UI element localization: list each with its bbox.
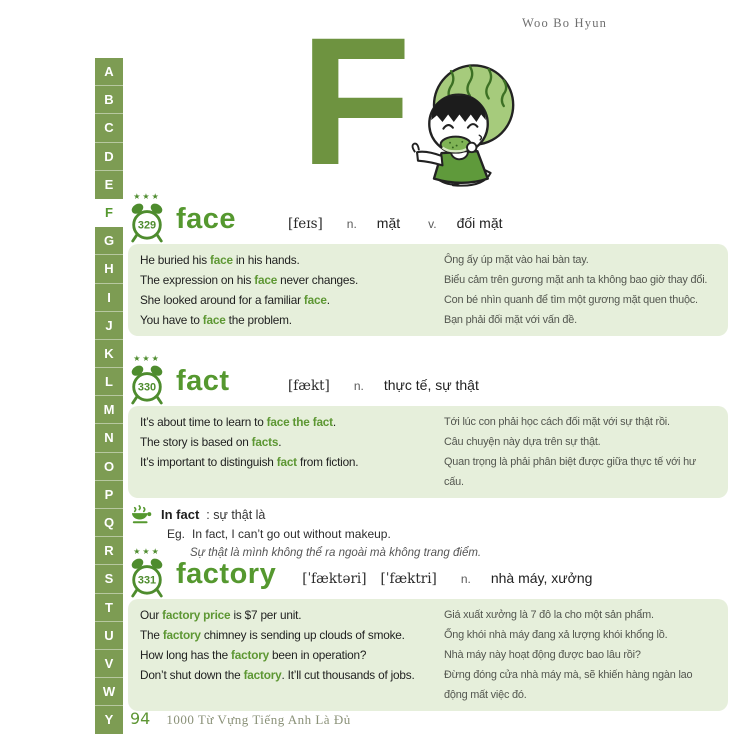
sentence-en: Our factory price is $7 per unit. bbox=[140, 608, 302, 622]
stars-rating: ★★★ bbox=[133, 354, 161, 363]
meaning: nhà máy, xưởng bbox=[490, 570, 593, 586]
page-number: 94 bbox=[130, 709, 151, 728]
part-of-speech: v. bbox=[428, 217, 437, 231]
sentence-en: The story is based on facts. bbox=[140, 435, 282, 449]
example-sentences-box bbox=[128, 244, 728, 336]
sidebar-item-u[interactable]: U bbox=[95, 622, 123, 650]
sentence-vn: Tới lúc con phải học cách đối mặt với sự thật rồi. bbox=[444, 416, 670, 428]
sidebar-item-b[interactable]: B bbox=[95, 86, 123, 114]
author-name: Woo Bo Hyun bbox=[522, 16, 608, 30]
entry-number: 331 bbox=[137, 574, 157, 587]
part-of-speech: n. bbox=[460, 572, 471, 586]
pronunciation: [feɪs] bbox=[288, 216, 323, 232]
alarm-clock-icon bbox=[128, 556, 166, 598]
entry-badge bbox=[126, 354, 168, 410]
sidebar-item-h[interactable]: H bbox=[95, 255, 123, 283]
sentence-vn: Ống khói nhà máy đang xả lượng khói khổng lồ. bbox=[444, 629, 668, 641]
part-of-speech: n. bbox=[346, 217, 357, 231]
pronunciation: [ˈfæktri] bbox=[380, 571, 437, 587]
watermelon-girl-illustration bbox=[396, 56, 538, 188]
sidebar-item-i[interactable]: I bbox=[95, 284, 123, 312]
sidebar-item-k[interactable]: K bbox=[95, 340, 123, 368]
sentence-row bbox=[140, 625, 716, 645]
sentence-row bbox=[140, 665, 716, 705]
alarm-clock-icon bbox=[128, 363, 166, 405]
sidebar-item-c[interactable]: C bbox=[95, 114, 123, 142]
phrase-note-header bbox=[130, 505, 728, 525]
phrase: In fact bbox=[161, 507, 200, 522]
vocab-entry-factory bbox=[128, 547, 728, 711]
phrase-meaning: : sự thật là bbox=[206, 508, 266, 522]
sidebar-item-m[interactable]: M bbox=[95, 396, 123, 424]
stars-rating: ★★★ bbox=[133, 547, 161, 556]
sentence-vn: Biểu cảm trên gương mặt anh ta không bao giờ thay đổi. bbox=[444, 274, 708, 286]
headword: factory bbox=[176, 558, 277, 590]
entry-header bbox=[128, 547, 728, 597]
sidebar-item-f-active[interactable]: F bbox=[95, 199, 123, 227]
sidebar-item-t[interactable]: T bbox=[95, 594, 123, 622]
sentence-en: You have to face the problem. bbox=[140, 313, 292, 327]
sentence-vn: Câu chuyện này dựa trên sự thật. bbox=[444, 436, 601, 448]
phrase-example-en bbox=[130, 525, 728, 544]
sidebar-item-v[interactable]: V bbox=[95, 650, 123, 678]
example-sentences-box bbox=[128, 406, 728, 498]
sidebar-item-e[interactable]: E bbox=[95, 171, 123, 199]
eg-label: Eg. bbox=[167, 527, 186, 541]
meaning: đối mặt bbox=[456, 215, 503, 231]
sidebar-item-r[interactable]: R bbox=[95, 537, 123, 565]
entry-badge bbox=[126, 547, 168, 603]
sentence-en: He buried his face in his hands. bbox=[140, 253, 300, 267]
part-of-speech: n. bbox=[353, 379, 364, 393]
sentence-row bbox=[140, 270, 716, 290]
alphabet-sidebar bbox=[95, 58, 123, 734]
meaning: mặt bbox=[376, 215, 401, 231]
phrase-example-vn: Sự thật là mình không thể ra ngoài mà không trang điểm. bbox=[190, 547, 482, 559]
page-footer bbox=[130, 709, 351, 728]
sentence-vn: Giá xuất xưởng là 7 đô la cho một sản phẩm. bbox=[444, 609, 654, 621]
pronunciation: [ˈfæktəri] bbox=[302, 571, 367, 587]
sidebar-item-a[interactable]: A bbox=[95, 58, 123, 86]
alarm-clock-icon bbox=[128, 201, 166, 243]
sentence-row bbox=[140, 605, 716, 625]
sidebar-item-y[interactable]: Y bbox=[95, 706, 123, 733]
sidebar-item-g[interactable]: G bbox=[95, 227, 123, 255]
entry-header bbox=[128, 354, 728, 404]
sidebar-item-o[interactable]: O bbox=[95, 453, 123, 481]
sidebar-item-j[interactable]: J bbox=[95, 312, 123, 340]
entry-number: 329 bbox=[137, 219, 157, 232]
sentence-row bbox=[140, 432, 716, 452]
sentence-en: It’s important to distinguish fact from fiction. bbox=[140, 455, 359, 469]
vocab-entry-face bbox=[128, 192, 728, 336]
sentence-vn: Nhà máy này hoạt động được bao lâu rồi? bbox=[444, 649, 641, 661]
vocab-entry-fact bbox=[128, 354, 728, 562]
sentence-vn: Quan trọng là phải phân biệt được giữa thực tế với hư cấu. bbox=[444, 456, 697, 488]
sidebar-item-l[interactable]: L bbox=[95, 368, 123, 396]
meaning: thực tế, sự thật bbox=[383, 377, 479, 393]
headword: fact bbox=[176, 365, 230, 397]
sentence-en: Don’t shut down the factory. It’ll cut thousands of jobs. bbox=[140, 668, 415, 682]
example-sentences-box bbox=[128, 599, 728, 711]
sentence-vn: Con bé nhìn quanh để tìm một gương mặt quen thuộc. bbox=[444, 294, 698, 306]
sentence-vn: Bạn phải đối mặt với vấn đề. bbox=[444, 314, 577, 326]
pronunciation: [fækt] bbox=[288, 378, 330, 394]
teacup-icon bbox=[130, 505, 154, 525]
headword: face bbox=[176, 203, 237, 235]
sentence-en: The expression on his face never changes. bbox=[140, 273, 359, 287]
sentence-row bbox=[140, 250, 716, 270]
sentence-en: How long has the factory been in operation? bbox=[140, 648, 367, 662]
sentence-vn: Ông ấy úp mặt vào hai bàn tay. bbox=[444, 254, 589, 266]
sidebar-item-w[interactable]: W bbox=[95, 678, 123, 706]
sentence-row bbox=[140, 310, 716, 330]
book-title: 1000 Từ Vựng Tiếng Anh Là Đủ bbox=[166, 712, 351, 727]
sidebar-item-s[interactable]: S bbox=[95, 565, 123, 593]
sentence-en: She looked around for a familiar face. bbox=[140, 293, 330, 307]
stars-rating: ★★★ bbox=[133, 192, 161, 201]
sidebar-item-p[interactable]: P bbox=[95, 481, 123, 509]
sidebar-item-n[interactable]: N bbox=[95, 424, 123, 452]
entry-badge bbox=[126, 192, 168, 248]
sentence-en: The factory chimney is sending up clouds of smoke. bbox=[140, 628, 405, 642]
sentence-row bbox=[140, 290, 716, 310]
sentence-row bbox=[140, 645, 716, 665]
sentence-row bbox=[140, 412, 716, 432]
sentence-en: It’s about time to learn to face the fact. bbox=[140, 415, 336, 429]
entry-header bbox=[128, 192, 728, 242]
sidebar-item-d[interactable]: D bbox=[95, 143, 123, 171]
sidebar-item-q[interactable]: Q bbox=[95, 509, 123, 537]
section-big-letter: F bbox=[300, 0, 412, 203]
sentence-vn: Đừng đóng cửa nhà máy mà, sẽ khiến hàng ngàn lao động mất việc đó. bbox=[444, 669, 693, 701]
eg-text: In fact, I can’t go out without makeup. bbox=[192, 527, 391, 541]
entry-number: 330 bbox=[137, 381, 157, 394]
sentence-row bbox=[140, 452, 716, 492]
